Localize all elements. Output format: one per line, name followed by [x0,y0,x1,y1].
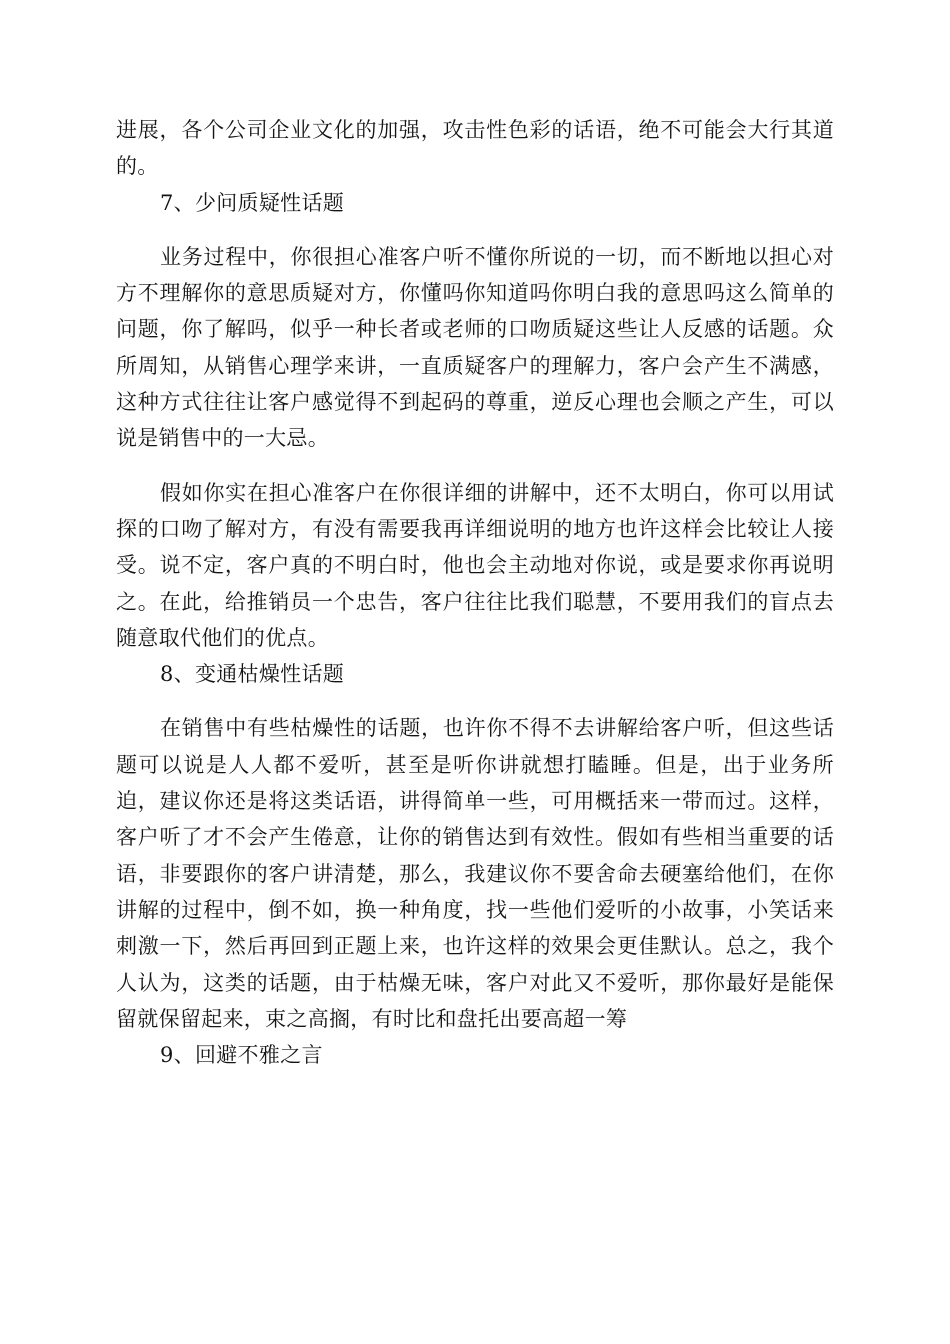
section-heading-8: 8、变通枯燥性话题 [160,662,345,687]
paragraph-continuation: 进展，各个公司企业文化的加强，攻击性色彩的话语，绝不可能会大行其道的。 [116,118,834,179]
section-heading-9: 9、回避不雅之言 [160,1043,323,1068]
section-heading-7: 7、少问质疑性话题 [160,190,345,215]
paragraph-section-7-1: 业务过程中，你很担心准客户听不懂你所说的一切，而不断地以担心对方不理解你的意思质疑对方，你懂吗你知道吗你明白我的意思吗这么简单的问题，你了解吗，似乎一种长者或老师的口吻质疑这些让人反感的话题。众所周知，从销售心理学来讲，一直质疑客户的理解力，客户会产生不满感，这种方式往往让客户感觉得不到起码的尊重，逆反心理也会顺之产生，可以说是销售中的一大忌。 [116,244,834,451]
paragraph-section-8-1: 在销售中有些枯燥性的话题，也许你不得不去讲解给客户听，但这些话题可以说是人人都不爱听，甚至是听你讲就想打瞌睡。但是，出于业务所迫，建议你还是将这类话语，讲得简单一些，可用概括来一带而过。这样，客户听了才不会产生倦意，让你的销售达到有效性。假如有些相当重要的话语，非要跟你的客户讲清楚，那么，我建议你不要舍命去硬塞给他们，在你讲解的过程中，倒不如，换一种角度，找一些他们爱听的小故事，小笑话来刺激一下，然后再回到正题上来，也许这样的效果会更佳默认。总之，我个人认为，这类的话题，由于枯燥无味，客户对此又不爱听，那你最好是能保留就保留起来，束之高搁，有时比和盘托出要高超一筹 [116,716,834,1031]
paragraph-section-7-2: 假如你实在担心准客户在你很详细的讲解中，还不太明白，你可以用试探的口吻了解对方，有没有需要我再详细说明的地方也许这样会比较让人接受。说不定，客户真的不明白时，他也会主动地对你说，或是要求你再说明之。在此，给推销员一个忠告，客户往往比我们聪慧，不要用我们的盲点去随意取代他们的优点。 [116,480,834,650]
document-body [116,112,834,1073]
